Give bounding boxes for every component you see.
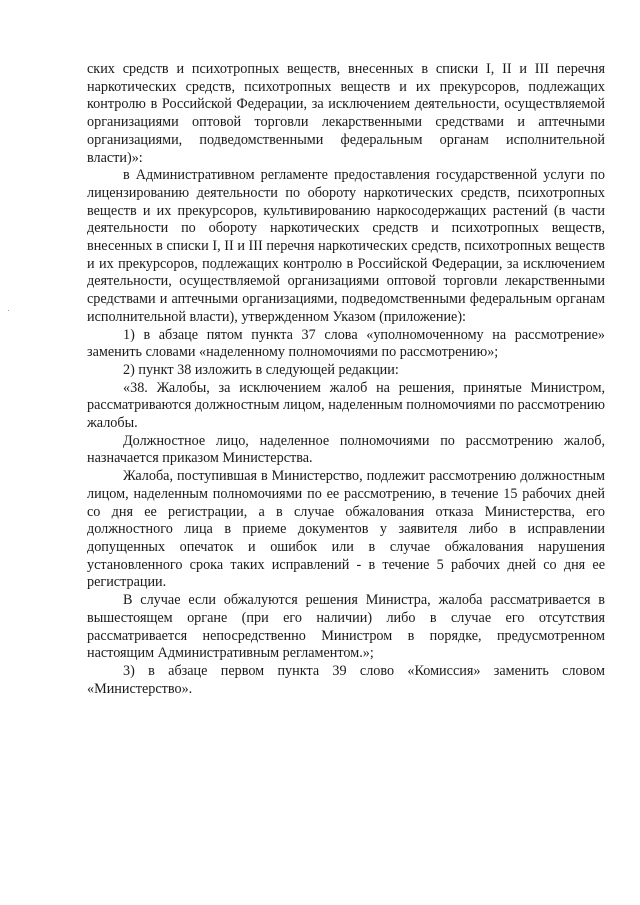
paragraph-item-3: 3) в абзаце первом пункта 39 слово «Комиссия» заменить словом «Министерство». bbox=[87, 662, 605, 697]
paragraph-item-1: 1) в абзаце пятом пункта 37 слова «уполномоченному на рассмотрение» заменить словами «наделенному полномочиями по рассмотрению»; bbox=[87, 326, 605, 361]
paragraph-continuation: ских средств и психотропных веществ, внесенных в списки I, II и III перечня наркотических средств, психотропных веществ и их прекурсоров, подлежащих контролю в Российской Федерации, за исключением деятельности, осуществляемой организациями оптовой торговли лекарственными средствами и аптечными организациями, подведомственными федеральным органам исполнительной власти)»: bbox=[87, 61, 605, 166]
paragraph-official-appointment: Должностное лицо, наделенное полномочиями по рассмотрению жалоб, назначается приказом Министерства. bbox=[87, 432, 605, 467]
scan-speck bbox=[8, 310, 9, 311]
paragraph-minister-decisions: В случае если обжалуются решения Министра, жалоба рассматривается в вышестоящем органе (при его наличии) либо в случае его отсутствия рассматривается непосредственно Министром в порядке, предусмотренном настоящим Административным регламентом.»; bbox=[87, 592, 605, 662]
paragraph-item-2: 2) пункт 38 изложить в следующей редакции: bbox=[123, 361, 399, 378]
paragraph-complaint-deadline: Жалоба, поступившая в Министерство, подлежит рассмотрению должностным лицом, наделенным полномочиями по ее рассмотрению, в течение 15 рабочих дней со дня ее регистрации, а в случае обжалования отказа Министерства, его должностного лица в приеме документов у заявителя либо в исправлении допущенных опечаток и ошибок или в случае обжалования нарушения установленного срока таких исправлений - в течение 5 рабочих дней со дня ее регистрации. bbox=[87, 468, 605, 591]
document-body bbox=[87, 61, 605, 698]
paragraph-regulation-intro: в Административном регламенте предоставления государственной услуги по лицензированию деятельности по обороту наркотических средств, психотропных веществ и их прекурсоров, культивированию наркосодержащих растений (в части деятельности по обороту наркотических средств и психотропных веществ, внесенных в списки I, II и III перечня наркотических средств, психотропных веществ и их прекурсоров, подлежащих контролю в Российской Федерации, за исключением деятельности, осуществляемой организациями оптовой торговли лекарственными средствами и аптечными организациями, подведомственными федеральным органам исполнительной власти), утвержденном Указом (приложение): bbox=[87, 167, 605, 325]
paragraph-clause-38: «38. Жалобы, за исключением жалоб на решения, принятые Министром, рассматриваются должностным лицом, наделенным полномочиями по рассмотрению жалобы. bbox=[87, 379, 605, 432]
